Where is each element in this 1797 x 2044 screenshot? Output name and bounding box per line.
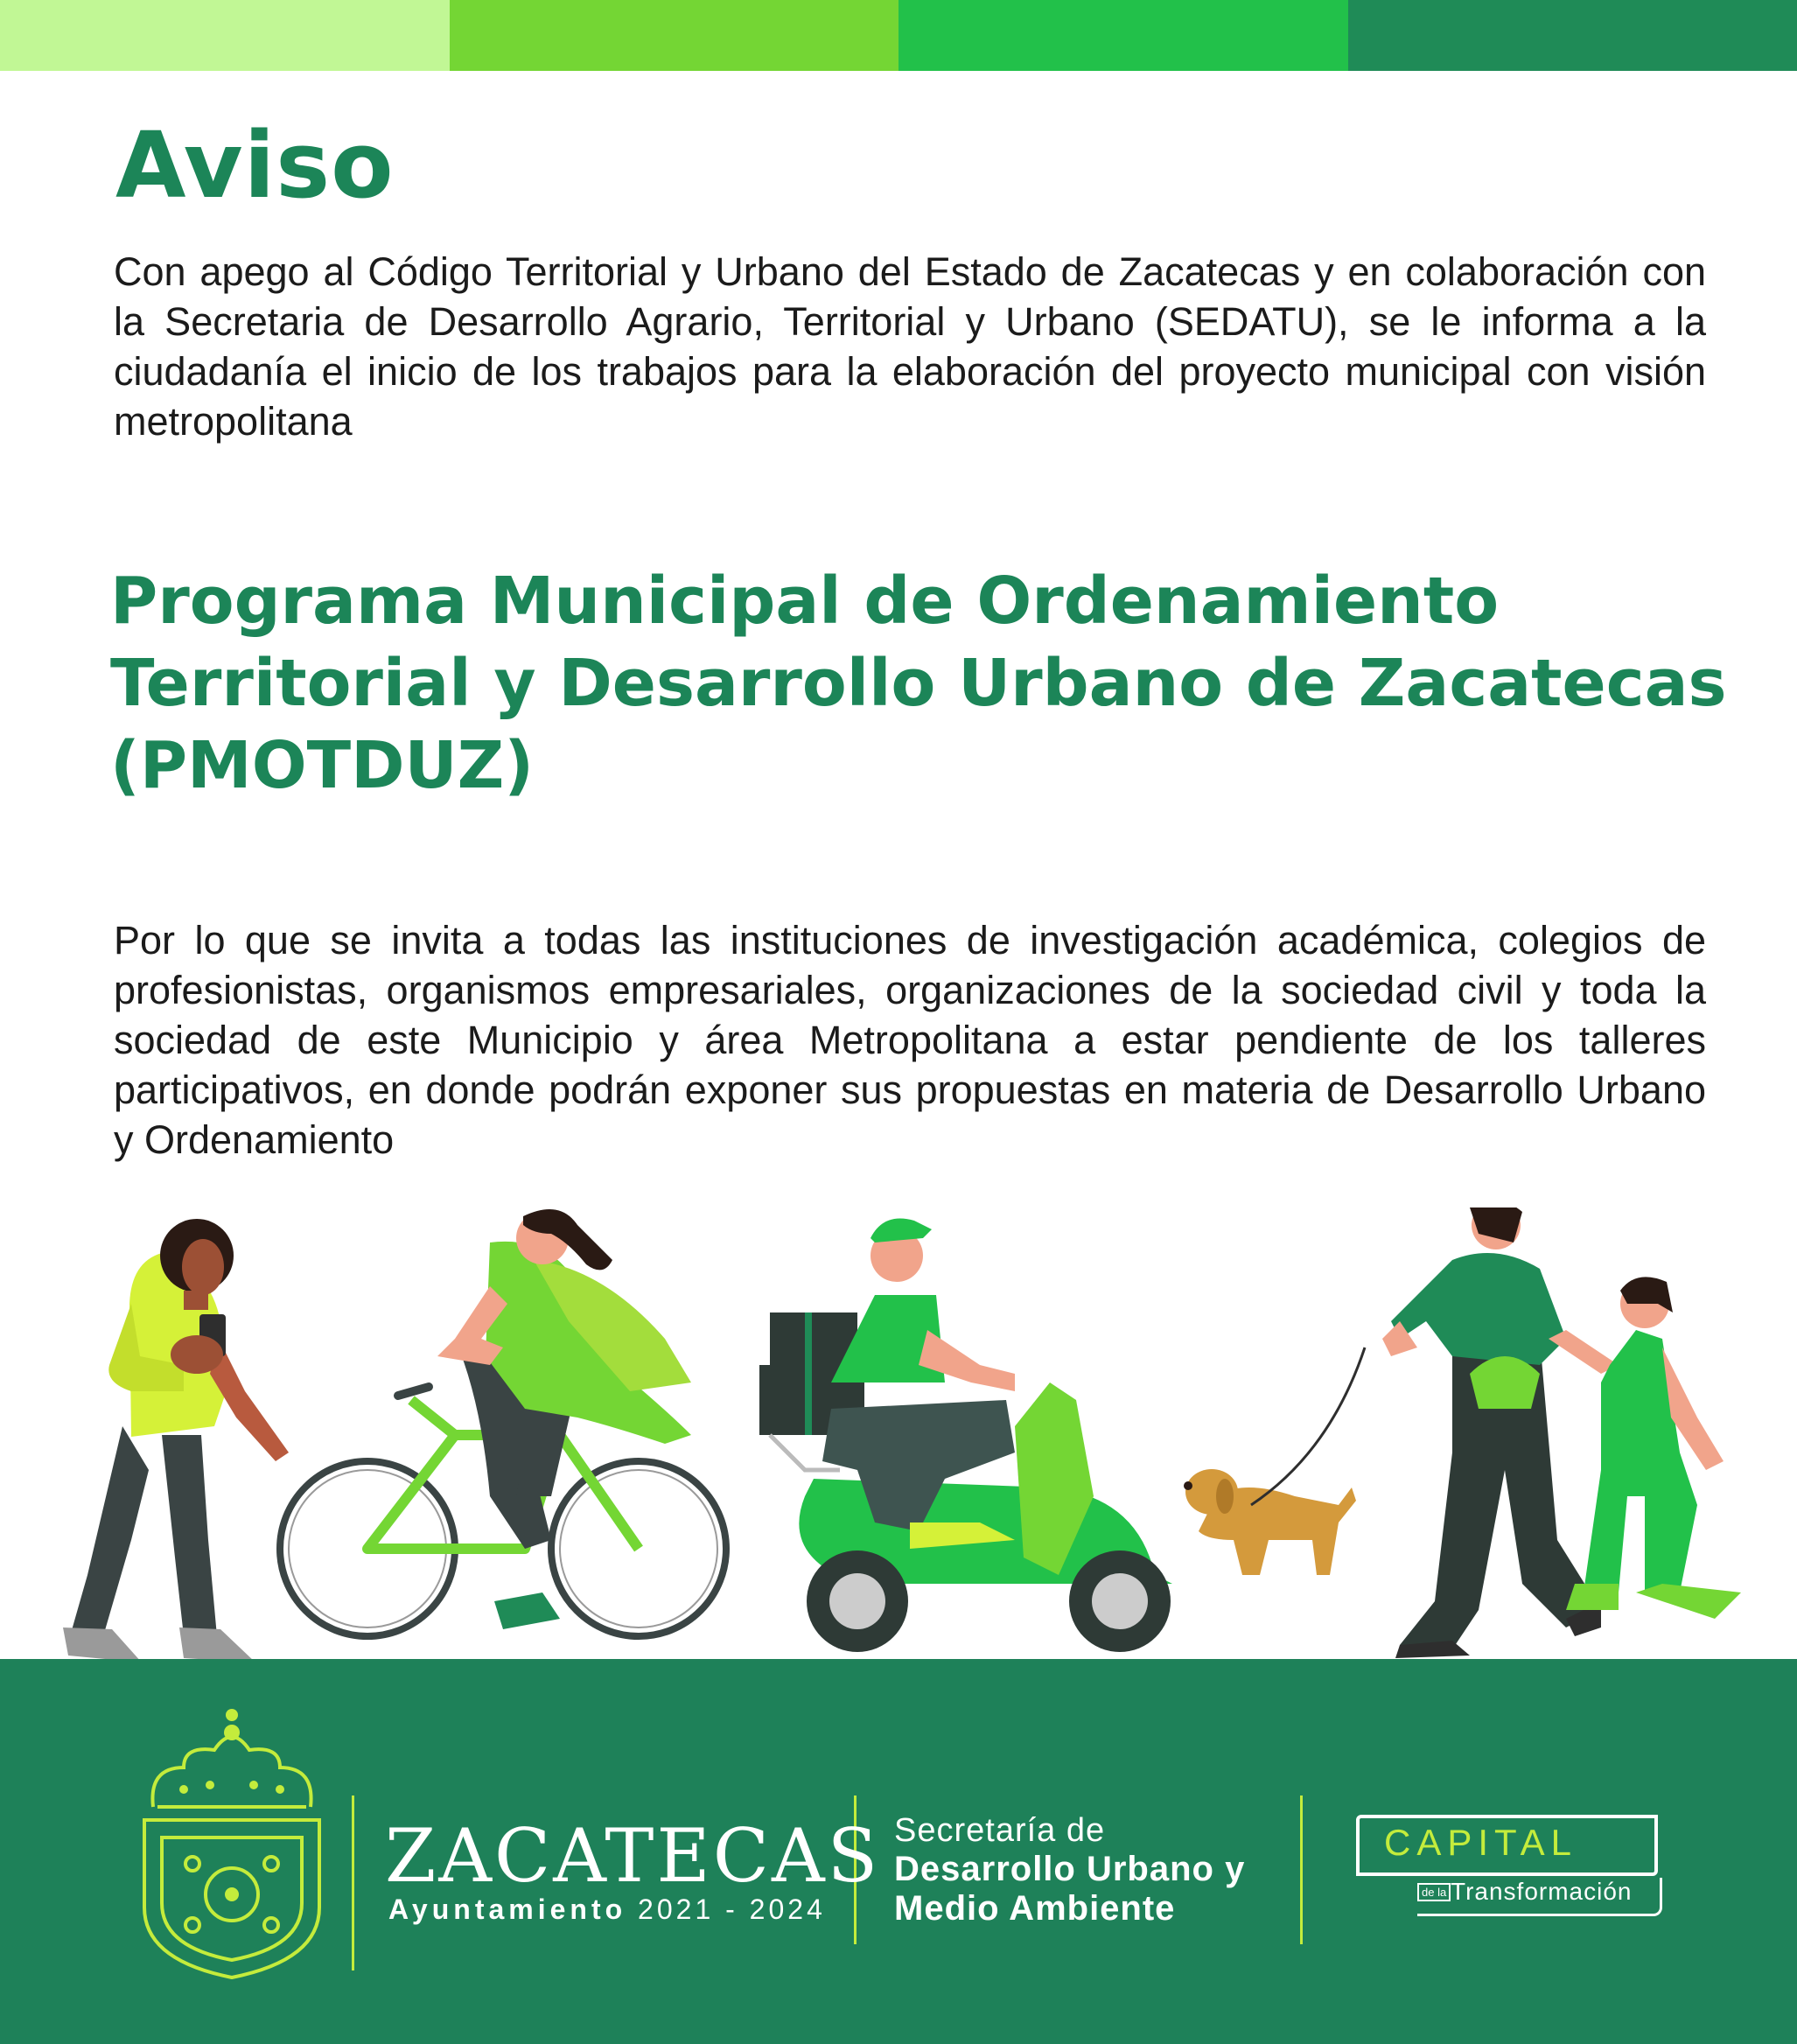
stripe-segment-3 <box>898 0 1348 71</box>
ayuntamiento-label: Ayuntamiento <box>388 1894 627 1925</box>
intro-paragraph: Con apego al Código Territorial y Urbano del Estado de Zacatecas y en colaboración con la Secretaria de Desarrollo Agrario, Territorial y Urbano (SEDATU), se le informa a la ciudadanía el inicio de los trabajos para la elaboración del proyecto municipal con visión metropolitana <box>114 249 1706 444</box>
walker-with-coffee-figure <box>63 1219 289 1662</box>
footer-divider-3 <box>1300 1796 1303 1944</box>
program-title-line-3: (PMOTDUZ) <box>110 728 535 803</box>
zacatecas-coat-of-arms-icon <box>131 1698 332 1986</box>
notice-title: Aviso <box>115 112 395 219</box>
delivery-scooter-figure <box>759 1219 1172 1653</box>
invitation-paragraph: Por lo que se invita a todas las instituciones de investigación académica, colegios de profesionistas, organismos empresariales, organizaciones de la sociedad civil y toda la sociedad de este Municipio y área Metropolitana a estar pendiente de los talleres participativos, en donde podrán exponer sus propuestas en materia de Desarrollo Urbano y Ordenamiento <box>114 918 1706 1162</box>
footer-divider-1 <box>352 1796 354 1970</box>
secretaria-line-2: Desarrollo Urbano y <box>894 1850 1246 1888</box>
secretaria-line-3: Medio Ambiente <box>894 1889 1176 1928</box>
woman-with-child-figure <box>1382 1208 1741 1658</box>
ayuntamiento-period: 2021 - 2024 <box>638 1894 826 1925</box>
ayuntamiento-line <box>388 1894 826 1926</box>
top-color-stripe <box>0 0 1797 71</box>
transformacion-text: Transformación <box>1451 1878 1633 1905</box>
dog-leash <box>1251 1348 1365 1505</box>
de-la-badge: de la <box>1417 1883 1451 1901</box>
secretaria-block <box>894 1811 1245 1928</box>
city-name: ZACATECAS <box>385 1813 881 1899</box>
people-illustration <box>0 1208 1797 1680</box>
cyclist-figure <box>280 1209 726 1636</box>
program-title-line-1: Programa Municipal de Ordenamiento <box>110 564 1500 639</box>
secretaria-line-1: Secretaría de <box>894 1812 1106 1849</box>
dog-figure <box>1184 1469 1356 1575</box>
stripe-segment-4 <box>1348 0 1797 71</box>
program-title <box>110 560 1755 807</box>
program-title-line-2: Territorial y Desarrollo Urbano de Zacatecas <box>110 646 1727 721</box>
capital-logo-text: CAPITAL <box>1384 1822 1577 1863</box>
stripe-segment-1 <box>0 0 450 71</box>
stripe-segment-2 <box>450 0 899 71</box>
